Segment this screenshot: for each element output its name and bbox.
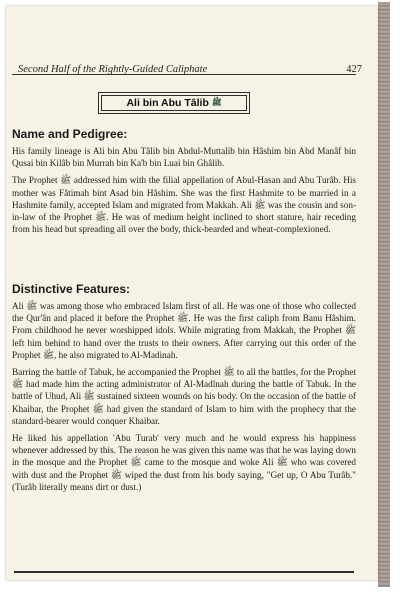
paragraph: Ali ﷺ was among those who embraced Islam first of all. He was one of those who collected the Qur'ân and placed it before the Prophet ﷺ. He was the first caliph from Banu Hâshim. From childhood he never worshipped idols. While migrating from Makkah, the Prophet ﷺ left him behind to hand over the trusts to their owners. After carrying out this order of the Prophet ﷺ, he also migrated to Al-Madinah. [12,301,356,360]
paragraph: He liked his appellation 'Abu Turab' very much and he would express his happiness whenever addressed by this. The reason he was given this name was that he was laying down in the mosque and the Prophet ﷺ came to the mosque and woke Ali ﷺ who was covered with dust and the Prophet ﷺ wiped the dust from his body saying, "Get up, O Abu Turâb." (Turâb literally means dirt or dust.) [12,433,357,492]
article-title-frame [101,95,247,111]
header-rule [12,74,356,75]
section-text-distinctive-features [12,300,356,498]
section-heading-distinctive-features: Distinctive Features: [12,282,131,296]
article-title-box [98,92,250,114]
book-page-edge [378,2,390,587]
section-heading-name-and-pedigree: Name and Pedigree: [12,127,128,141]
paragraph: His family lineage is Ali bin Abu Tâlib bin Abdul-Muttalib bin Hâshim bin Abd Manâf bin Qusai bin Kilâb bin Murrah bin Ka'b bin Luai bin Ghâlib. [12,146,356,169]
bottom-edge-rule [14,571,354,573]
page-number: 427 [346,64,362,75]
section-text-name-and-pedigree [12,145,356,240]
running-title: Second Half of the Rightly-Guided Caliphate [18,64,208,75]
paragraph: The Prophet ﷺ addressed him with the filial appellation of Abul-Hasan and Abu Turâb. His mother was Fâtimah bint Asad bin Hâshim. She was the first Hashmite to be married in a Hashmite family, accepted Islam and migrated from Makkah. Ali ﷺ was the cousin and son-in-law of the Prophet ﷺ. He was of medium height inclined to short stature, hair receding from his head but spreading all over the body, thick-bearded and wheat-complexioned. [12,175,356,235]
article-title: Ali bin Abu Tâlib [126,97,209,109]
honorific-icon: ﷺ [211,98,222,107]
paragraph: Barring the battle of Tabuk, he accompanied the Prophet ﷺ to all the battles, for the Prophet ﷺ had made him the acting administrator of Al-Madînah during the battle of Tabuk. In the battle of Uhud, Ali ﷺ sustained sixteen wounds on his body. On the occasion of the battle of Khaibar, the Prophet ﷺ had given the standard of Islam to him with the prophecy that the standard-bearer would conquer Khaibar. [12,367,357,426]
